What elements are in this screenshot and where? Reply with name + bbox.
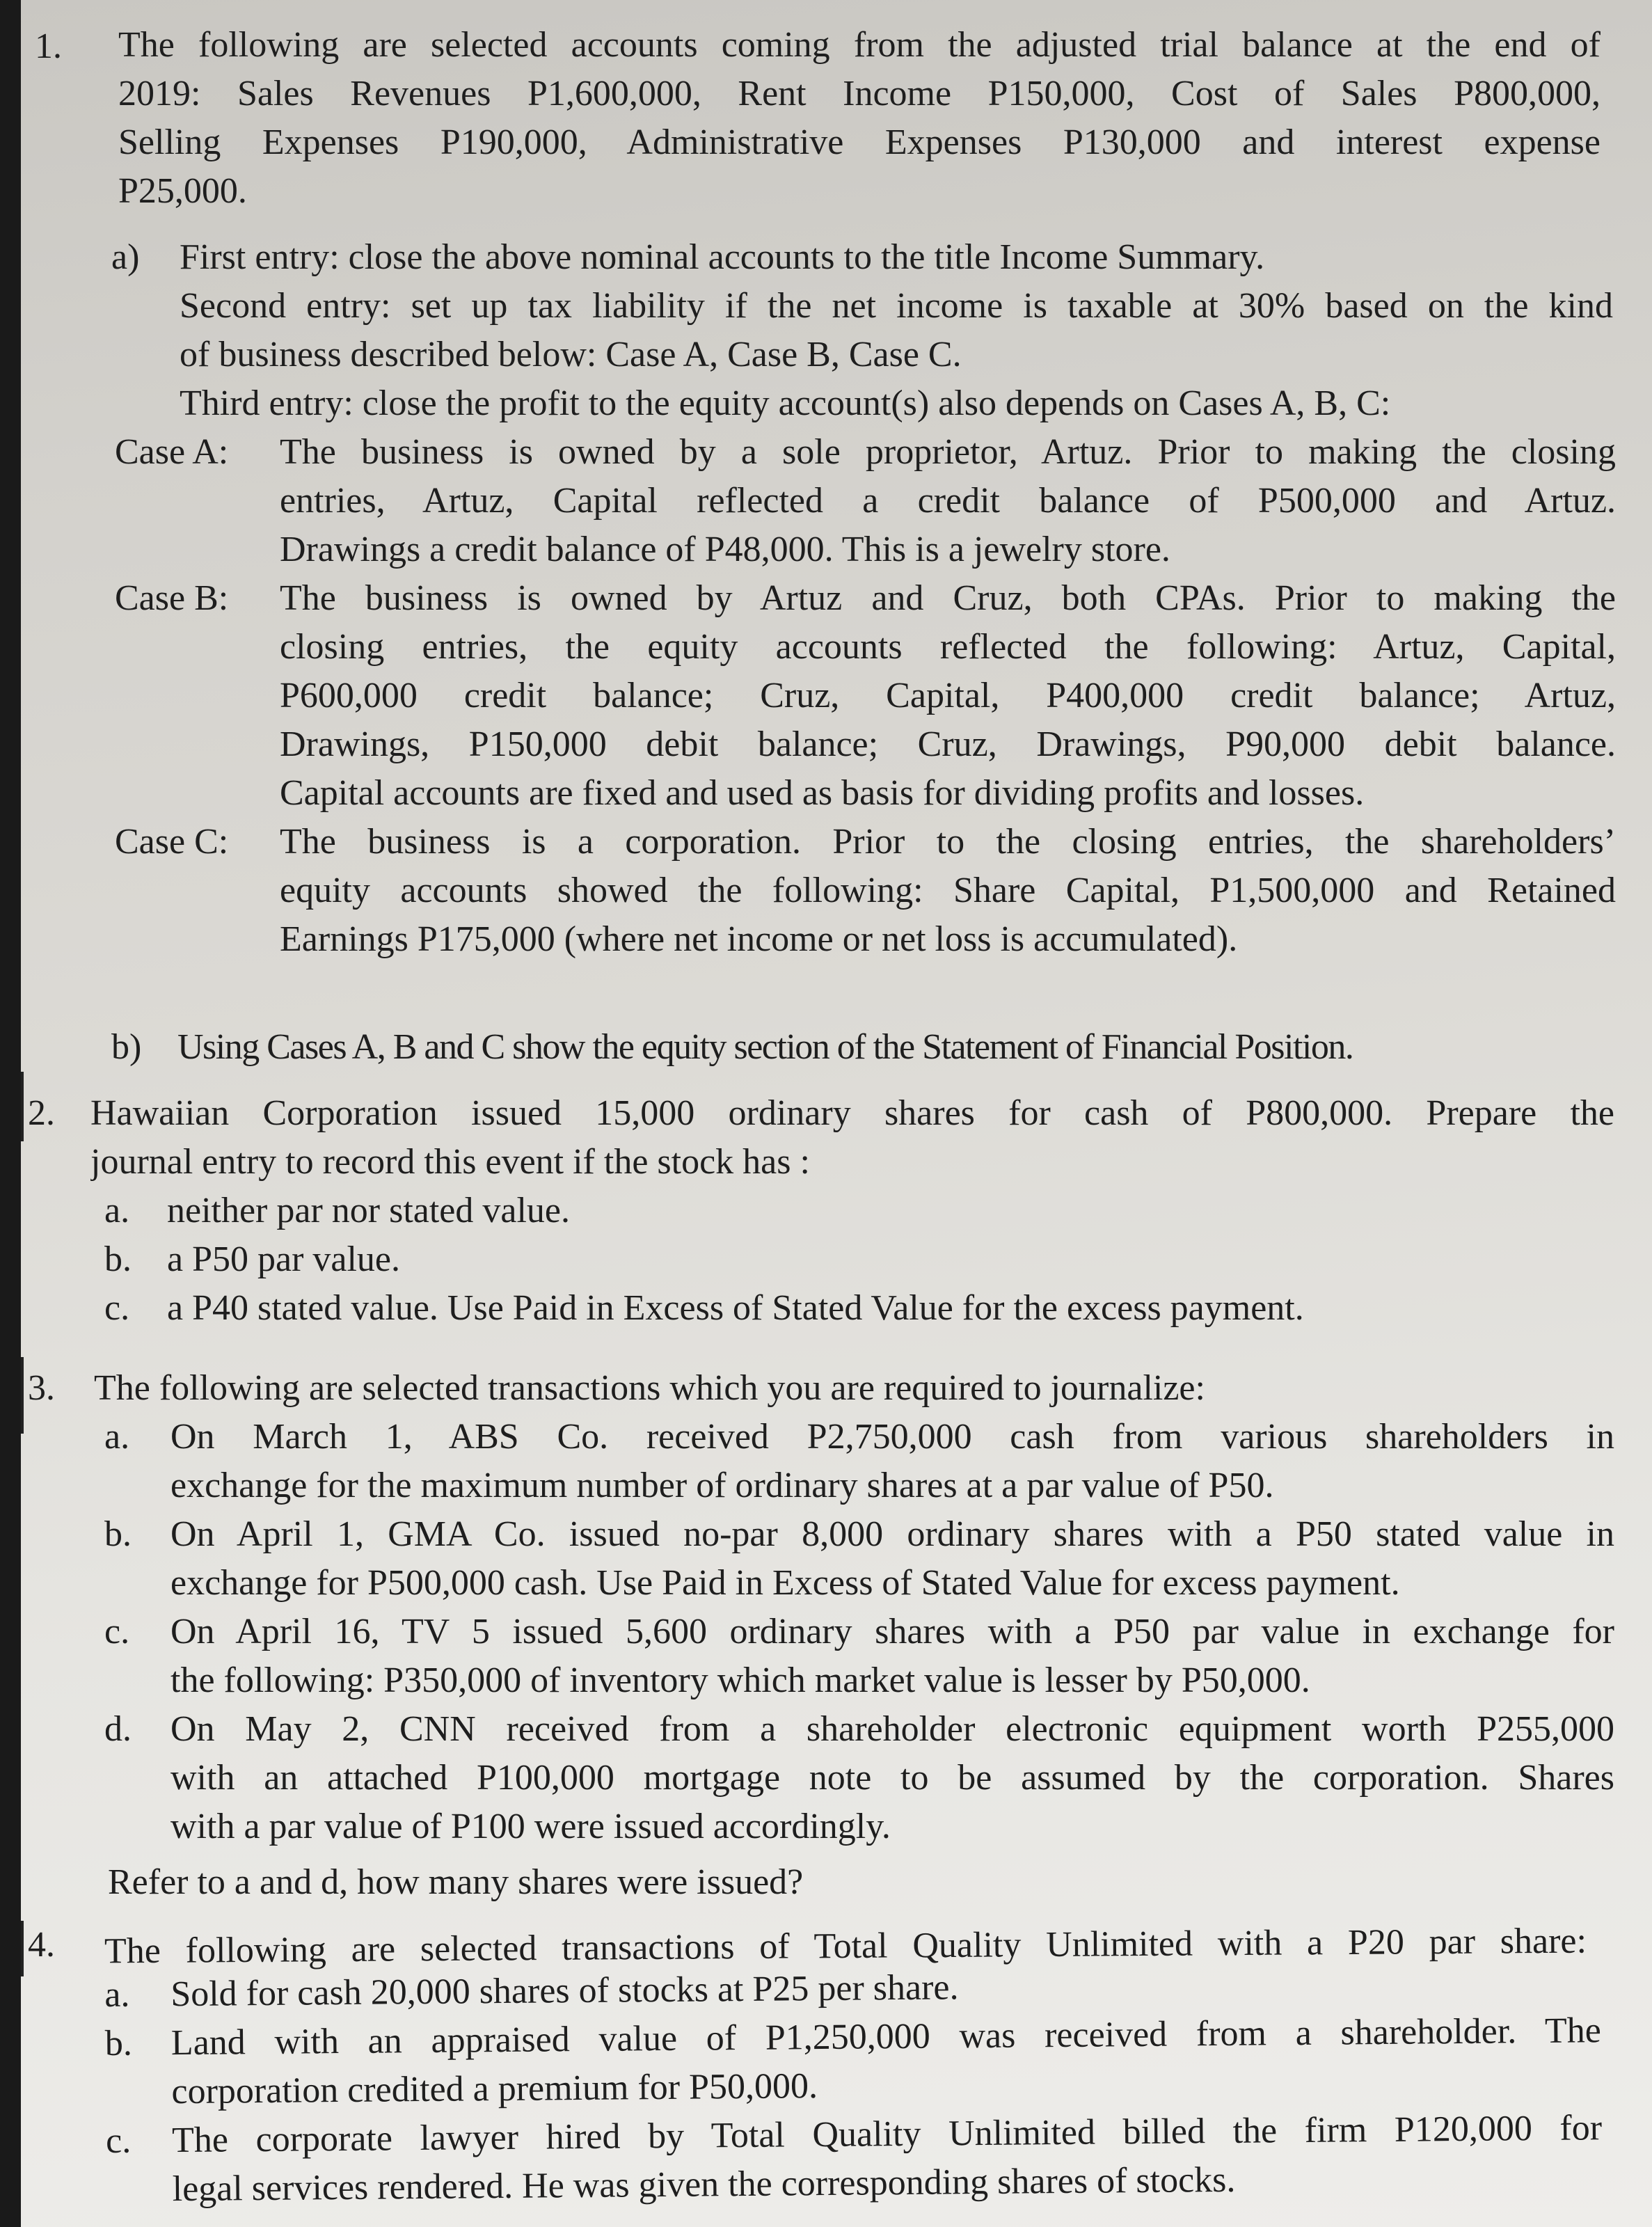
q4-item-a: a. Sold for cash 20,000 shares of stocks at P25 per share. bbox=[104, 1958, 1601, 2020]
case-c-label: Case C: bbox=[115, 822, 229, 862]
case-a-line: Drawings a credit balance of P48,000. This is a jewelry store. bbox=[280, 530, 1170, 569]
document-page bbox=[21, 0, 1652, 2227]
case-b-line: P600,000 credit balance; Cruz, Capital, P400,000 credit balance; Artuz, bbox=[280, 676, 1616, 715]
margin-mark bbox=[21, 1921, 24, 1976]
case-b-label: Case B: bbox=[115, 578, 229, 618]
q2-number: 2. bbox=[28, 1093, 55, 1133]
part-a-line: First entry: close the above nominal accounts to the title Income Summary. bbox=[180, 237, 1265, 277]
q4-item-c: c. The corporate lawyer hired by Total Quality Unlimited billed the firm P120,000 for legal services rendered. He was given the corresponding shares of stocks. bbox=[106, 2104, 1603, 2214]
q4-item-b: b. Land with an appraised value of P1,250,000 was received from a shareholder. The corporation credited a premium for P50,000. bbox=[105, 2006, 1602, 2117]
q3-line: exchange for the maximum number of ordinary shares at a par value of P50. bbox=[170, 1466, 1274, 1505]
case-b-line: Capital accounts are fixed and used as basis for dividing profits and losses. bbox=[280, 773, 1365, 813]
q2-items bbox=[104, 1187, 1304, 1333]
q4-line: Land with an appraised value of P1,250,000 was received from a shareholder. The bbox=[170, 2011, 1602, 2063]
case-c-body bbox=[280, 818, 1616, 964]
q3-line: with a par value of P100 were issued accordingly. bbox=[170, 1807, 891, 1846]
q1-line: Selling Expenses P190,000, Administrative Expenses P130,000 and interest expense bbox=[118, 122, 1601, 162]
q3-line: On April 1, GMA Co. issued no-par 8,000 ordinary shares with a P50 stated value in bbox=[170, 1514, 1614, 1554]
case-b-line: The business is owned by Artuz and Cruz, both CPAs. Prior to making the bbox=[280, 578, 1616, 618]
part-a-line: Third entry: close the profit to the equity account(s) also depends on Cases A, B, C: bbox=[180, 383, 1391, 423]
q1-line: 2019: Sales Revenues P1,600,000, Rent Income P150,000, Cost of Sales P800,000, bbox=[118, 74, 1601, 113]
q1-body bbox=[118, 21, 1601, 216]
q3-line: On March 1, ABS Co. received P2,750,000 cash from various shareholders in bbox=[170, 1417, 1614, 1457]
case-c-line: equity accounts showed the following: Share Capital, P1,500,000 and Retained bbox=[280, 871, 1616, 910]
q3-item-d: d. On May 2, CNN received from a shareholder electronic equipment worth P255,000 with an attached P100,000 mortgage note to be assumed by the corporation. Shares with a par value of P100 were issued accordingly. bbox=[104, 1705, 1614, 1851]
part-a-line: Second entry: set up tax liability if the net income is taxable at 30% based on the kind bbox=[180, 286, 1613, 326]
q3-line: On April 16, TV 5 issued 5,600 ordinary shares with a P50 par value in exchange for bbox=[170, 1612, 1614, 1651]
q3-item-b: b. On April 1, GMA Co. issued no-par 8,000 ordinary shares with a P50 stated value in exchange for P500,000 cash. Use Paid in Excess of Stated Value for excess payment. bbox=[104, 1510, 1614, 1608]
q1-part-a-body bbox=[180, 233, 1613, 428]
q1-part-b-label: b) bbox=[111, 1027, 142, 1067]
q3-item-c: c. On April 16, TV 5 issued 5,600 ordinary shares with a P50 par value in exchange for the following: P350,000 of inventory which market value is lesser by P50,000. bbox=[104, 1608, 1614, 1705]
q2-body bbox=[90, 1089, 1614, 1187]
q2-item: c. a P40 stated value. Use Paid in Excess of Stated Value for the excess payment. bbox=[104, 1288, 1304, 1328]
case-b-line: closing entries, the equity accounts reflected the following: Artuz, Capital, bbox=[280, 627, 1616, 667]
q3-intro: The following are selected transactions which you are required to journalize: bbox=[94, 1368, 1205, 1408]
case-b-line: Drawings, P150,000 debit balance; Cruz, Drawings, P90,000 debit balance. bbox=[280, 724, 1616, 764]
q2-item: b. a P50 par value. bbox=[104, 1239, 401, 1279]
q4-line: corporation credited a premium for P50,000. bbox=[171, 2066, 818, 2112]
q4-items bbox=[104, 1958, 1603, 2214]
q4-line: The corporate lawyer hired by Total Quality Unlimited billed the firm P120,000 for bbox=[171, 2108, 1603, 2161]
q1-part-b-text: Using Cases A, B and C show the equity section of the Statement of Financial Position. bbox=[177, 1027, 1353, 1067]
case-c-line: The business is a corporation. Prior to the closing entries, the shareholders’ bbox=[280, 822, 1616, 862]
q2-line: journal entry to record this event if the stock has : bbox=[90, 1142, 810, 1182]
case-a-label: Case A: bbox=[115, 432, 229, 472]
q1-line: P25,000. bbox=[118, 171, 247, 211]
margin-mark bbox=[21, 1072, 24, 1141]
q1-number: 1. bbox=[35, 26, 62, 66]
q3-number: 3. bbox=[28, 1368, 55, 1408]
part-a-line: of business described below: Case A, Case B, Case C. bbox=[180, 335, 962, 374]
q4-intro-text: The following are selected transactions of Total Quality Unlimited with a P20 par share: bbox=[104, 1921, 1587, 1972]
case-b-body bbox=[280, 574, 1616, 818]
q1-part-a-label: a) bbox=[111, 237, 140, 277]
q2-item: a. neither par nor stated value. bbox=[104, 1191, 570, 1230]
q3-question: Refer to a and d, how many shares were issued? bbox=[108, 1862, 804, 1902]
q3-line: exchange for P500,000 cash. Use Paid in Excess of Stated Value for excess payment. bbox=[170, 1563, 1400, 1603]
case-c-line: Earnings P175,000 (where net income or net loss is accumulated). bbox=[280, 919, 1238, 959]
q4-line: Sold for cash 20,000 shares of stocks at P25 per share. bbox=[170, 1967, 959, 2015]
q3-line: On May 2, CNN received from a shareholder electronic equipment worth P255,000 bbox=[170, 1709, 1614, 1749]
case-a-body bbox=[280, 428, 1616, 574]
q3-line: with an attached P100,000 mortgage note to be assumed by the corporation. Shares bbox=[170, 1758, 1614, 1798]
q3-line: the following: P350,000 of inventory which market value is lesser by P50,000. bbox=[170, 1661, 1310, 1700]
q2-line: Hawaiian Corporation issued 15,000 ordinary shares for cash of P800,000. Prepare the bbox=[90, 1093, 1614, 1133]
q4-line: legal services rendered. He was given the corresponding shares of stocks. bbox=[172, 2159, 1236, 2210]
case-a-line: entries, Artuz, Capital reflected a credit balance of P500,000 and Artuz. bbox=[280, 481, 1616, 521]
q3-item-a: a. On March 1, ABS Co. received P2,750,000 cash from various shareholders in exchange for the maximum number of ordinary shares at a par value of P50. bbox=[104, 1413, 1614, 1510]
case-a-line: The business is owned by a sole proprietor, Artuz. Prior to making the closing bbox=[280, 432, 1616, 472]
margin-mark bbox=[21, 1357, 24, 1434]
q1-line: The following are selected accounts coming from the adjusted trial balance at the end of bbox=[118, 25, 1601, 65]
q3-items bbox=[104, 1413, 1614, 1851]
q4-number: 4. bbox=[28, 1925, 55, 1965]
